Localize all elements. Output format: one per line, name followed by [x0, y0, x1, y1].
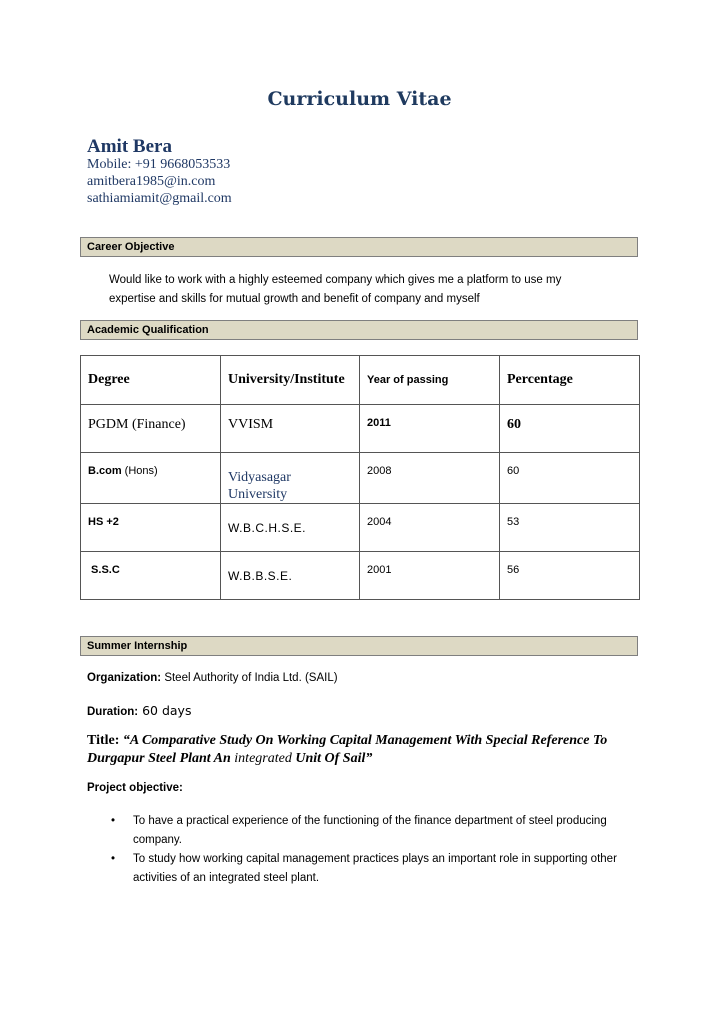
table-header-row — [81, 356, 640, 405]
cell-percentage: 56 — [500, 552, 640, 600]
summer-internship-heading: Summer Internship — [80, 636, 638, 656]
header-year: Year of passing — [360, 356, 500, 405]
cell-percentage: 60 — [500, 453, 640, 504]
career-objective-line-1: Would like to work with a highly esteemed company which gives me a platform to use my — [109, 274, 562, 286]
header-institute: University/Institute — [221, 356, 360, 405]
duration-value: 60 days — [138, 703, 192, 718]
title-text-part-3: Unit Of Sail” — [291, 751, 373, 766]
table-row — [81, 504, 640, 552]
list-item — [109, 850, 629, 888]
degree-note: (Hons) — [121, 465, 158, 477]
email-secondary: sathiamiamit@gmail.com — [87, 191, 232, 206]
table-row — [81, 453, 640, 504]
cell-institute: VVISM — [221, 405, 360, 453]
document-title: Curriculum Vitae — [267, 88, 452, 110]
project-title — [87, 732, 647, 768]
cell-degree: HS +2 — [81, 504, 221, 552]
email-primary: amitbera1985@in.com — [87, 174, 216, 189]
header-degree: Degree — [81, 356, 221, 405]
academic-table — [80, 355, 640, 600]
duration-line — [87, 703, 191, 718]
cell-year: 2004 — [360, 504, 500, 552]
career-objective-line-2: expertise and skills for mutual growth and benefit of company and myself — [109, 293, 480, 305]
cell-institute: Vidyasagar University — [221, 453, 360, 504]
organization-label: Organization: — [87, 672, 162, 684]
list-item-text: To have a practical experience of the functioning of the finance department of steel producing company. — [133, 815, 607, 846]
cell-institute: W.B.C.H.S.E. — [221, 504, 360, 552]
cell-degree — [81, 453, 221, 504]
cell-institute: W.B.B.S.E. — [221, 552, 360, 600]
cell-percentage: 53 — [500, 504, 640, 552]
cell-percentage: 60 — [500, 405, 640, 453]
title-text-part-1: “A Comparative Study On Working Capital Management With Special Reference To Durgapur Steel Plant An — [87, 733, 608, 766]
header-percentage: Percentage — [500, 356, 640, 405]
degree-name: B.com — [88, 465, 122, 477]
project-objective-list — [109, 812, 629, 888]
academic-qualification-heading: Academic Qualification — [80, 320, 638, 340]
duration-label: Duration: — [87, 706, 139, 718]
cell-year: 2008 — [360, 453, 500, 504]
mobile-number: Mobile: +91 9668053533 — [87, 157, 231, 172]
table-row — [81, 405, 640, 453]
candidate-name: Amit Bera — [87, 136, 172, 157]
title-label: Title: — [87, 733, 120, 748]
cell-year: 2011 — [360, 405, 500, 453]
bullet-icon: • — [111, 853, 116, 865]
organization-line — [87, 672, 338, 684]
title-text-part-2: integrated — [234, 751, 292, 766]
career-objective-text — [109, 271, 629, 309]
project-objective-label: Project objective: — [87, 782, 183, 794]
organization-value: Steel Authority of India Ltd. (SAIL) — [161, 672, 338, 684]
cell-degree: S.S.C — [81, 552, 221, 600]
list-item — [109, 812, 629, 850]
bullet-icon: • — [111, 815, 116, 827]
table-row — [81, 552, 640, 600]
cell-year: 2001 — [360, 552, 500, 600]
list-item-text: To study how working capital management practices plays an important role in supporting other activities of an integrated steel plant. — [133, 853, 617, 884]
career-objective-heading: Career Objective — [80, 237, 638, 257]
cell-degree: PGDM (Finance) — [81, 405, 221, 453]
